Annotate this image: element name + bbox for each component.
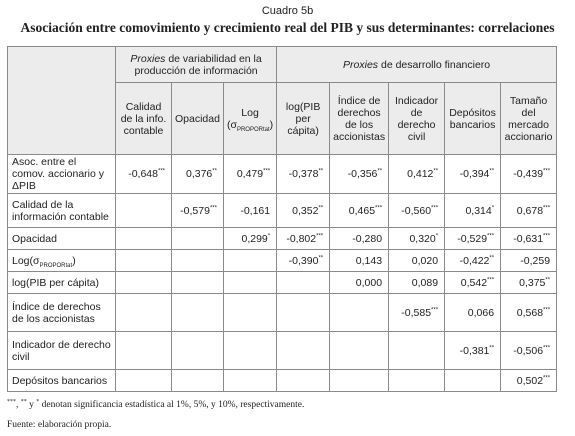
correlation-cell — [277, 194, 330, 228]
correlation-cell — [389, 332, 445, 370]
table-row — [8, 332, 557, 370]
significance-mark: *** — [543, 307, 551, 313]
significance-mark: *** — [316, 233, 324, 239]
significance-mark: *** — [487, 233, 495, 239]
correlation-value: 0,568 — [516, 306, 544, 319]
significance-mark: *** — [157, 168, 165, 175]
correlation-cell — [116, 194, 172, 228]
correlation-cell — [277, 332, 330, 370]
source-note: Fuente: elaboración propia. — [7, 420, 112, 430]
correlation-cell — [445, 294, 501, 332]
correlation-cell — [330, 250, 389, 272]
significance-mark: *** — [209, 205, 217, 211]
correlation-cell — [501, 228, 557, 250]
table-row — [8, 250, 557, 272]
footnote-sep: , — [16, 400, 21, 410]
correlation-cell — [445, 194, 501, 228]
correlation-cell — [330, 155, 389, 194]
correlation-cell — [223, 250, 276, 272]
correlation-value: 0,299 — [241, 232, 268, 245]
correlation-cell — [116, 228, 172, 250]
correlation-cell — [116, 272, 172, 294]
correlation-value: 0,352 — [292, 204, 319, 217]
significance-mark: *** — [543, 168, 551, 175]
group-header-proxies-italic: Proxies — [343, 58, 379, 71]
footnote — [7, 400, 304, 410]
significance-mark: *** — [487, 277, 495, 283]
correlation-cell — [330, 228, 389, 250]
correlation-table — [7, 46, 557, 392]
correlation-cell — [172, 332, 224, 370]
significance-mark: ** — [433, 168, 439, 175]
column-header — [223, 83, 276, 155]
correlation-cell — [277, 155, 330, 194]
significance-mark: *** — [543, 233, 551, 239]
correlation-cell — [223, 228, 276, 250]
correlation-value: -0,394 — [459, 168, 490, 180]
correlation-cell — [389, 272, 445, 294]
group-header-information-text: de variabilidad en la producción de información — [134, 52, 262, 77]
significance-mark: ** — [318, 168, 324, 175]
correlation-cell — [501, 155, 557, 194]
group-header-proxies-italic: Proxies — [130, 52, 166, 65]
correlation-value: 0,000 — [355, 276, 383, 289]
correlation-cell — [445, 155, 501, 194]
correlation-value: -0,648 — [128, 168, 158, 180]
table-row — [8, 194, 557, 228]
correlation-cell — [116, 155, 172, 194]
row-label-main: Log(σ — [12, 254, 40, 267]
group-header-financial-text: de desarrollo financiero — [378, 58, 491, 71]
correlation-cell — [501, 294, 557, 332]
correlation-cell — [116, 332, 172, 370]
correlation-value: -0,506 — [513, 344, 544, 357]
row-label — [8, 250, 116, 272]
footnote-sig-2: ** — [20, 398, 27, 405]
correlation-cell — [445, 250, 501, 272]
correlation-value: -0,529 — [457, 232, 488, 245]
column-header: Tamaño del mercado accionario — [501, 83, 557, 155]
correlation-value: -0,356 — [347, 168, 378, 180]
column-header-subscript: PROPORtat — [236, 126, 270, 133]
significance-mark: ** — [489, 345, 495, 351]
significance-mark: ** — [212, 168, 217, 175]
correlation-cell — [330, 194, 389, 228]
correlation-value: -0,560 — [401, 204, 432, 217]
correlation-cell — [330, 294, 389, 332]
significance-mark: *** — [431, 307, 439, 313]
row-label: log(PIB per cápita) — [8, 272, 116, 294]
correlation-value: 0,375 — [519, 276, 546, 289]
correlation-value: 0,412 — [407, 168, 434, 180]
correlation-cell — [116, 294, 172, 332]
correlation-cell — [223, 332, 276, 370]
correlation-cell — [389, 155, 445, 194]
correlation-cell — [223, 272, 276, 294]
footnote-sep: y — [26, 400, 37, 410]
correlation-cell — [389, 228, 445, 250]
table-number: Cuadro 5b — [261, 5, 314, 17]
correlation-cell — [501, 272, 557, 294]
correlation-value: -0,280 — [352, 232, 383, 245]
footnote-text: denotan significancia estadística al 1%, 5%, y 10%, respectivamente. — [39, 400, 305, 410]
table-row — [8, 370, 557, 392]
significance-mark: *** — [543, 375, 551, 381]
table-row — [8, 228, 557, 250]
correlation-cell — [172, 250, 224, 272]
significance-mark: ** — [377, 168, 383, 175]
correlation-cell — [389, 370, 445, 392]
correlation-cell — [172, 228, 224, 250]
significance-mark: *** — [431, 205, 439, 211]
correlation-cell — [172, 155, 224, 194]
table-row — [8, 294, 557, 332]
column-header-close: ) — [269, 118, 274, 131]
correlation-cell — [389, 294, 445, 332]
correlation-cell — [277, 250, 330, 272]
significance-mark: ** — [318, 205, 324, 211]
correlation-cell — [223, 194, 276, 228]
table-row — [8, 272, 557, 294]
row-label: Asoc. entre el comov. accionario y ΔPIB — [8, 155, 116, 194]
correlation-value: 0,542 — [460, 276, 488, 289]
correlation-cell — [223, 370, 276, 392]
correlation-cell — [445, 228, 501, 250]
significance-mark: ** — [545, 277, 551, 283]
significance-mark: ** — [318, 255, 324, 261]
correlation-cell — [223, 294, 276, 332]
correlation-cell — [172, 370, 224, 392]
row-label-close: ) — [72, 254, 76, 267]
correlation-value: 0,479 — [236, 168, 264, 180]
footnote-sig-3: * — [36, 398, 40, 405]
significance-mark: *** — [543, 205, 551, 211]
correlation-value: -0,802 — [286, 232, 317, 245]
correlation-value: -0,585 — [401, 306, 432, 319]
correlation-cell — [277, 370, 330, 392]
correlation-value: 0,678 — [516, 204, 544, 217]
row-label-subscript: PROPORtat — [39, 262, 73, 269]
correlation-value: -0,579 — [180, 204, 210, 217]
correlation-value: 0,502 — [516, 374, 544, 387]
correlation-cell — [116, 370, 172, 392]
row-label: Opacidad — [8, 228, 116, 250]
column-header: Calidad de la info. contable — [116, 83, 172, 155]
correlation-cell — [277, 228, 330, 250]
significance-mark: *** — [543, 345, 551, 351]
significance-mark: *** — [263, 168, 271, 175]
correlation-cell — [445, 272, 501, 294]
significance-mark: * — [491, 205, 495, 211]
row-label: Indicador de derecho civil — [8, 332, 116, 370]
footnote-sig-1: *** — [7, 398, 16, 405]
column-header: Opacidad — [172, 83, 224, 155]
correlation-cell — [389, 250, 445, 272]
correlation-cell — [330, 370, 389, 392]
correlation-value: 0,314 — [465, 204, 492, 217]
correlation-cell — [330, 332, 389, 370]
significance-mark: * — [435, 233, 439, 239]
correlation-cell — [445, 332, 501, 370]
correlation-cell — [277, 272, 330, 294]
correlation-cell — [172, 294, 224, 332]
correlation-value: -0,161 — [240, 204, 271, 217]
correlation-cell — [445, 370, 501, 392]
group-header-financial — [277, 47, 557, 83]
row-label: Índice de derechos de los accionistas — [8, 294, 116, 332]
correlation-value: 0,376 — [186, 168, 213, 180]
correlation-cell — [501, 250, 557, 272]
column-header: log(PIB per cápita) — [277, 83, 330, 155]
correlation-value: -0,422 — [459, 254, 490, 267]
correlation-cell — [389, 194, 445, 228]
correlation-cell — [223, 155, 276, 194]
table-title: Asociación entre comovimiento y crecimiento real del PIB y sus determinantes: correlaciones — [20, 20, 555, 35]
correlation-cell — [277, 294, 330, 332]
correlation-value: 0,320 — [409, 232, 436, 245]
column-header-sigma: (σ — [226, 118, 237, 131]
correlation-cell — [501, 332, 557, 370]
corner-cell — [8, 47, 116, 155]
correlation-cell — [172, 272, 224, 294]
correlation-value: 0,143 — [355, 254, 383, 267]
row-label: Calidad de la información contable — [8, 194, 116, 228]
column-header: Indicador de derecho civil — [389, 83, 445, 155]
correlation-cell — [172, 194, 224, 228]
correlation-value: -0,439 — [513, 168, 544, 180]
group-header-information — [116, 47, 277, 83]
correlation-value: -0,631 — [513, 232, 544, 245]
correlation-value: 0,020 — [411, 254, 439, 267]
correlation-cell — [501, 194, 557, 228]
correlation-value: -0,390 — [288, 254, 319, 267]
significance-mark: ** — [489, 255, 495, 261]
correlation-value: -0,378 — [288, 168, 319, 180]
correlation-cell — [330, 272, 389, 294]
correlation-cell — [116, 250, 172, 272]
significance-mark: * — [267, 233, 271, 239]
row-label: Depósitos bancarios — [8, 370, 116, 392]
significance-mark: *** — [375, 205, 383, 211]
column-header-log: Log — [241, 106, 259, 119]
column-header: Depósitos bancarios — [445, 83, 501, 155]
correlation-value: 0,465 — [348, 204, 376, 217]
correlation-value: -0,381 — [459, 344, 490, 357]
correlation-value: 0,066 — [467, 306, 495, 319]
column-header: Índice de derechos de los accionistas — [330, 83, 389, 155]
correlation-cell — [501, 370, 557, 392]
significance-mark: ** — [489, 168, 495, 175]
correlation-value: 0,089 — [411, 276, 439, 289]
correlation-value: -0,259 — [520, 254, 551, 267]
table-row — [8, 155, 557, 194]
